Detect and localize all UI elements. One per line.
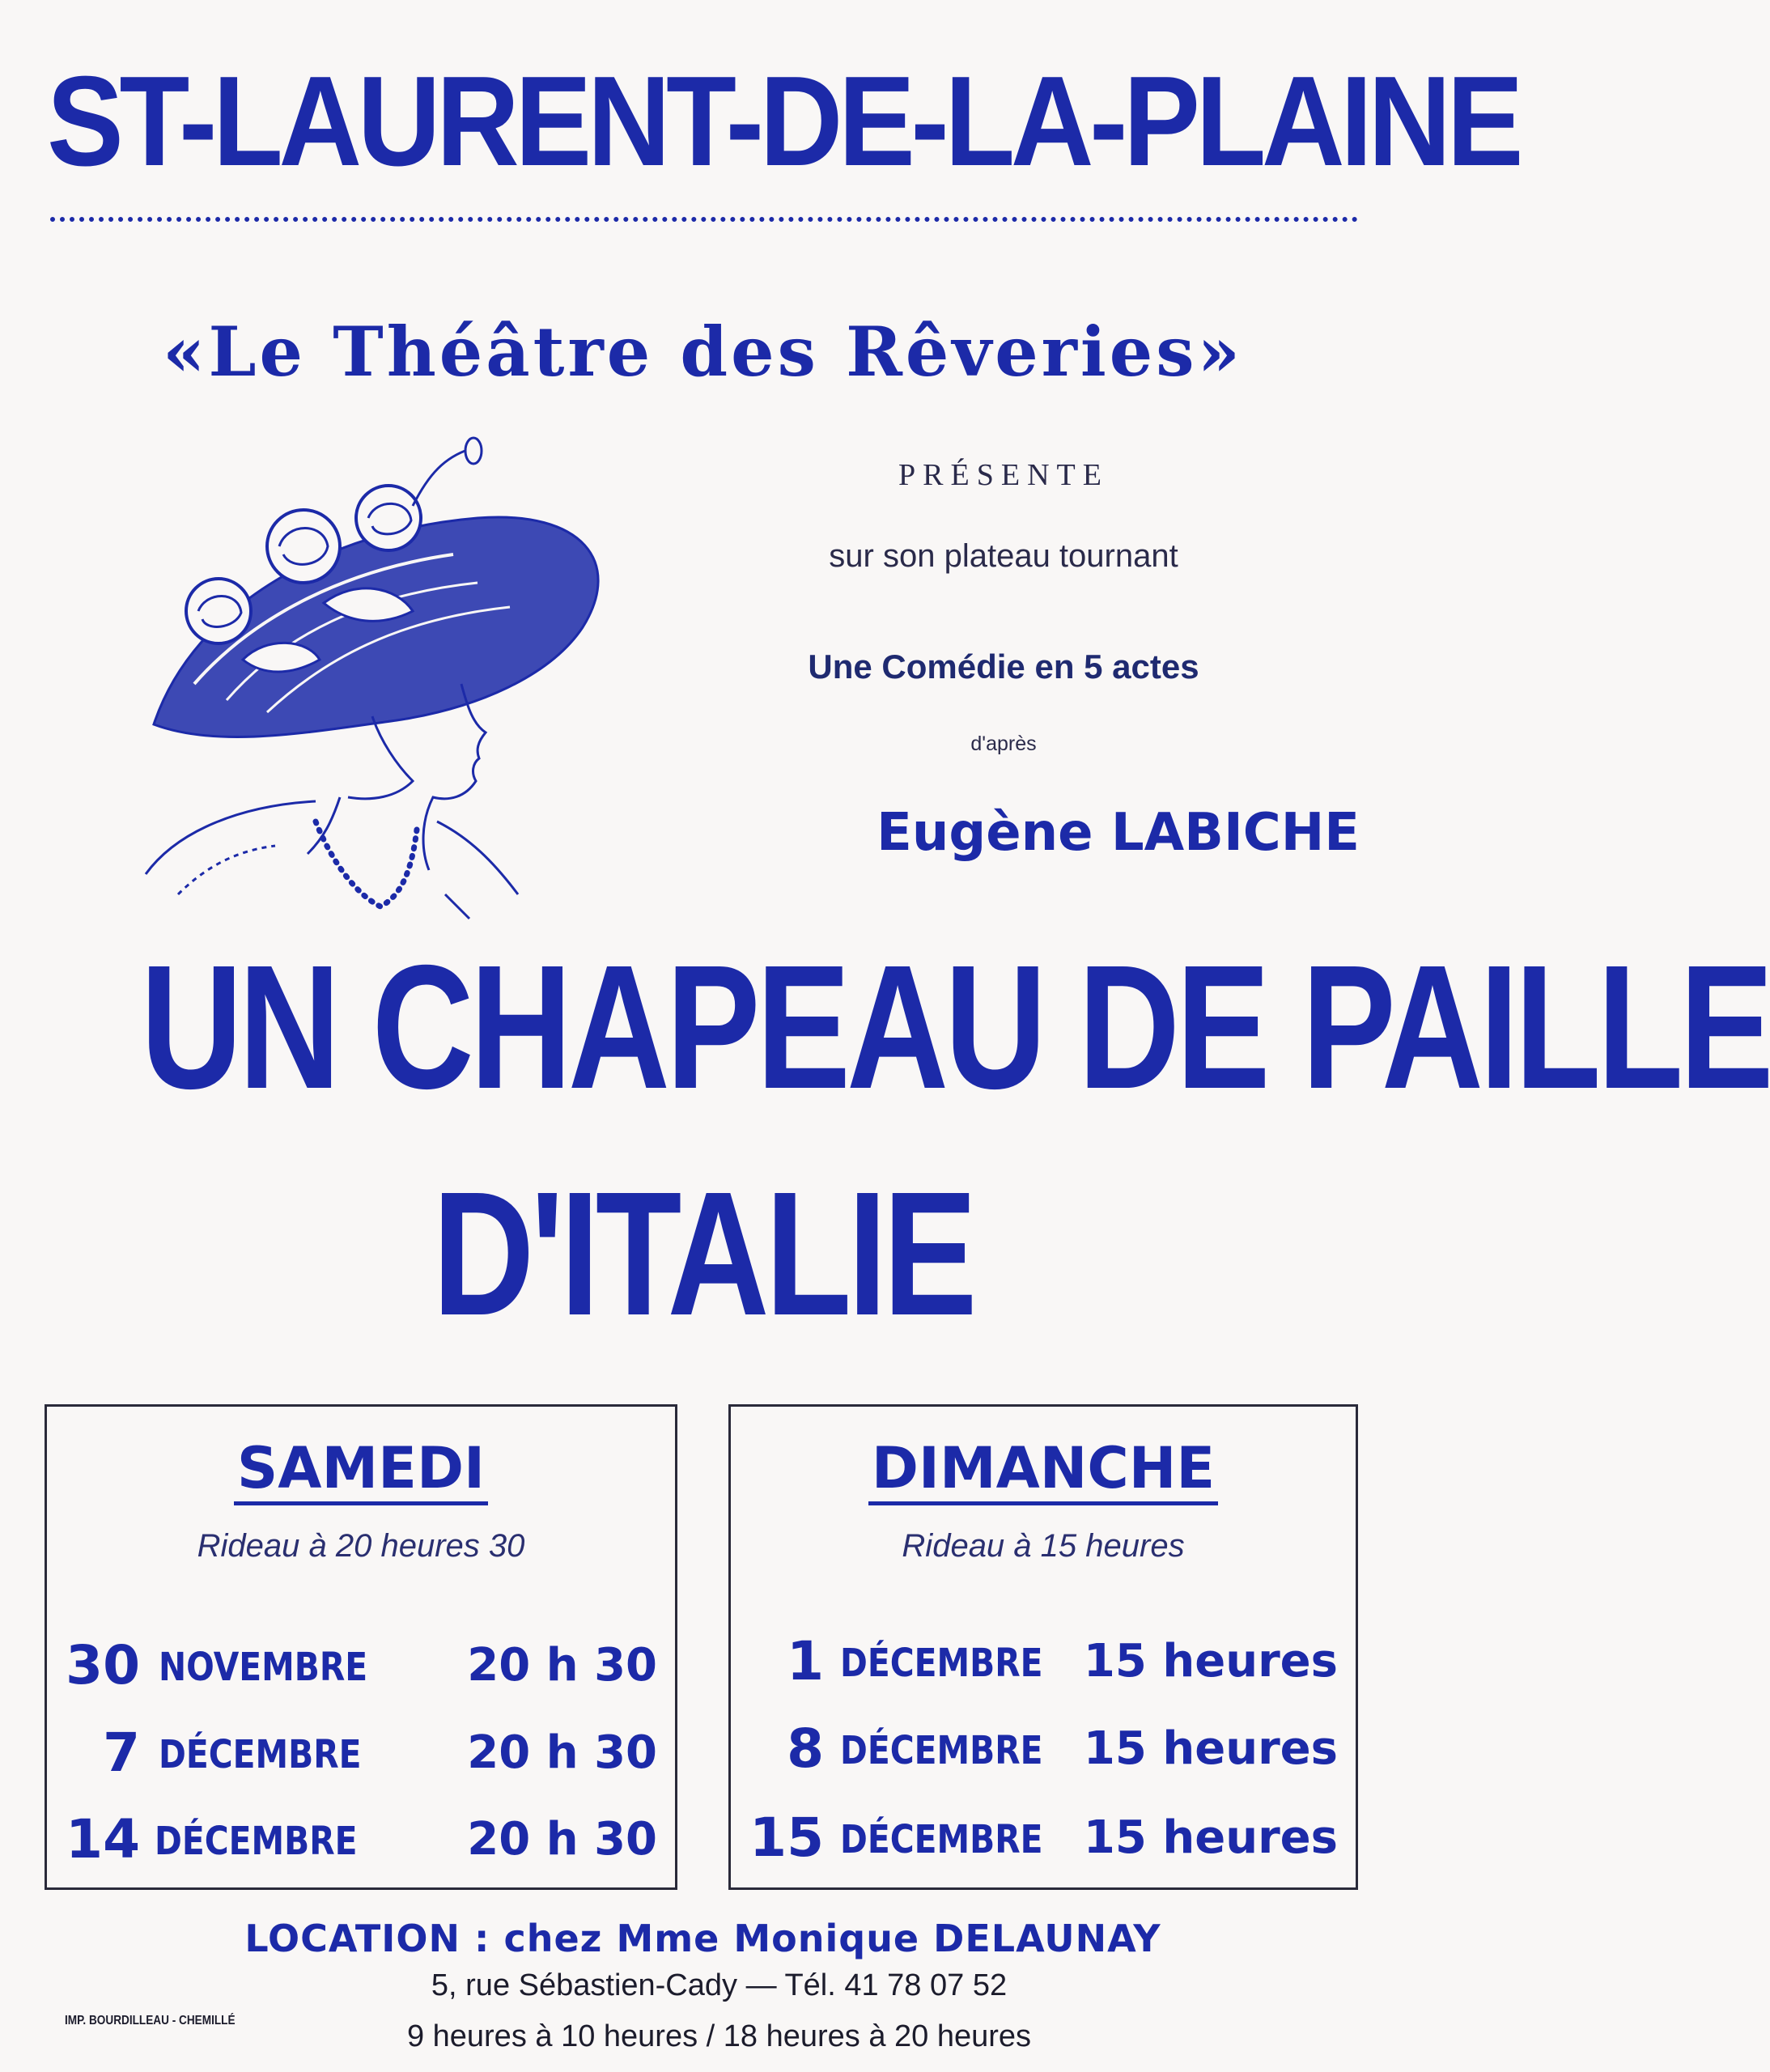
date-month: NOVEMBRE xyxy=(159,1645,368,1690)
stage-line: sur son plateau tournant xyxy=(829,538,1178,574)
date-day: 14 xyxy=(66,1808,140,1870)
sunday-date-row xyxy=(731,1713,1356,1785)
date-time: 15 heures xyxy=(1083,1811,1338,1864)
author-name: Eugène LABICHE xyxy=(877,803,1360,863)
ticket-location: LOCATION : chez Mme Monique DELAUNAY xyxy=(244,1917,1161,1960)
date-time: 20 h 30 xyxy=(467,1726,657,1779)
date-time: 15 heures xyxy=(1083,1635,1338,1688)
ticket-address: 5, rue Sébastien-Cady — Tél. 41 78 07 52 xyxy=(431,1968,1008,2002)
printer-credit: IMP. BOURDILLEAU - CHEMILLÉ xyxy=(65,2014,236,2027)
sunday-curtain-time: Rideau à 15 heures xyxy=(902,1528,1185,1564)
play-title-line-2: D'ITALIE xyxy=(432,1156,974,1352)
date-month: DÉCEMBRE xyxy=(840,1641,1043,1686)
lady-with-flowered-hat-icon xyxy=(129,441,615,919)
saturday-date-row xyxy=(47,1803,675,1876)
comedy-description: Une Comédie en 5 actes xyxy=(808,648,1199,686)
date-time: 20 h 30 xyxy=(467,1639,657,1692)
date-day: 15 xyxy=(749,1807,824,1869)
date-time: 20 h 30 xyxy=(467,1813,657,1866)
date-month: DÉCEMBRE xyxy=(159,1732,362,1777)
date-day: 1 xyxy=(787,1630,824,1692)
ticket-hours: 9 heures à 10 heures / 18 heures à 20 heures xyxy=(406,2019,1032,2053)
date-month: DÉCEMBRE xyxy=(155,1819,358,1864)
sunday-date-row xyxy=(731,1625,1356,1698)
date-day: 7 xyxy=(103,1722,140,1784)
date-month: DÉCEMBRE xyxy=(840,1728,1043,1773)
sunday-date-row xyxy=(731,1802,1356,1875)
saturday-date-row xyxy=(47,1629,675,1702)
date-time: 15 heures xyxy=(1083,1722,1338,1775)
date-day: 30 xyxy=(66,1634,140,1696)
play-title-line-1: UN CHAPEAU DE PAILLE xyxy=(140,929,1770,1126)
sunday-schedule-box xyxy=(728,1404,1358,1890)
saturday-heading: SAMEDI xyxy=(47,1435,675,1501)
saturday-schedule-box xyxy=(45,1404,677,1890)
sunday-heading: DIMANCHE xyxy=(731,1435,1356,1501)
presents-label: PRÉSENTE xyxy=(898,458,1109,492)
date-month: DÉCEMBRE xyxy=(840,1817,1043,1862)
saturday-date-row xyxy=(47,1717,675,1790)
after-label: d'après xyxy=(970,732,1037,755)
town-heading: ST-LAURENT-DE-LA-PLAINE xyxy=(47,50,1520,193)
heading-divider xyxy=(50,217,1358,222)
saturday-curtain-time: Rideau à 20 heures 30 xyxy=(197,1528,525,1564)
troupe-name: «Le Théâtre des Rêveries» xyxy=(162,312,1244,392)
date-day: 8 xyxy=(787,1717,824,1780)
